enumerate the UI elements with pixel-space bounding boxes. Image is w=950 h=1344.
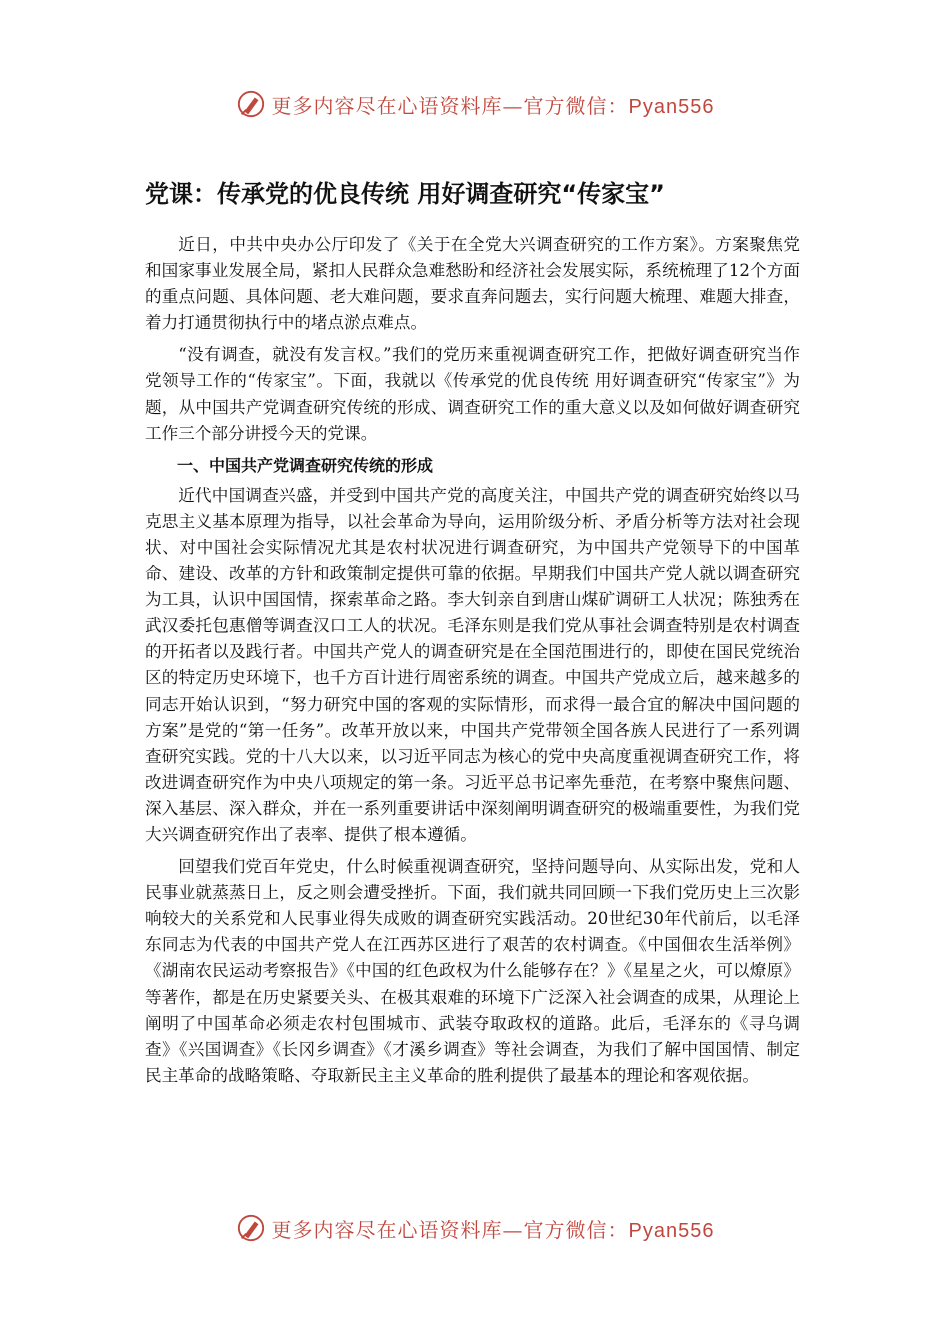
paragraph-section1-2: 回望我们党百年党史，什么时候重视调查研究，坚持问题导向、从实际出发，党和人民事业就蒸蒸日上，反之则会遭受挫折。下面，我们就共同回顾一下我们党历史上三次影响较大的关系党和人民事业得失成败的调查研究实践活动。20世纪30年代前后，以毛泽东同志为代表的中国共产党人在江西苏区进行了艰苦的农村调查。《中国佃农生活举例》《湖南农民运动考察报告》《中国的红色政权为什么能够存在？》《星星之火，可以燎原》等著作，都是在历史紧要关头、在极其艰难的环境下广泛深入社会调查的成果，从理论上阐明了中国革命必须走农村包围城市、武装夺取政权的道路。此后，毛泽东的《寻乌调查》《兴国调查》《长冈乡调查》《才溪乡调查》等社会调查，为我们了解中国国情、制定民主革命的战略策略、夺取新民主主义革命的胜利提供了最基本的理论和客观依据。 [145,857,800,1085]
document-title: 党课：传承党的优良传统 用好调查研究“传家宝” [145,180,665,208]
paragraph-intro-2: “没有调查，就没有发言权。”我们的党历来重视调查研究工作，把做好调查研究当作党领导工作的“传家宝”。下面，我就以《传承党的优良传统 用好调查研究“传家宝”》为题，从中国共产党调查研究传统的形成、调查研究工作的重大意义以及如何做好调查研究工作三个部分讲授今天的党课。 [145,345,800,443]
section-heading-1: 一、中国共产党调查研究传统的形成 [177,455,434,475]
watermark-banner-bottom [0,1210,950,1246]
paragraph-section1-1: 近代中国调查兴盛，并受到中国共产党的高度关注，中国共产党的调查研究始终以马克思主义基本原理为指导，以社会革命为导向，运用阶级分析、矛盾分析等方法对社会现状、对中国社会实际情况尤其是农村状况进行调查研究，为中国共产党领导下的中国革命、建设、改革的方针和政策制定提供可靠的依据。早期我们中国共产党人就以调查研究为工具，认识中国国情，探索革命之路。李大钊亲自到唐山煤矿调研工人状况；陈独秀在武汉委托包惠僧等调查汉口工人的状况。毛泽东则是我们党从事社会调查特别是农村调查的开拓者以及践行者。中国共产党人的调查研究是在全国范围进行的，即使在国民党统治区的特定历史环境下，也千方百计进行周密系统的调查。中国共产党成立后，越来越多的同志开始认识到，“努力研究中国的客观的实际情形，而求得一最合宜的解决中国问题的方案”是党的“第一任务”。改革开放以来，中国共产党带领全国各族人民进行了一系列调查研究实践。党的十八大以来，以习近平同志为核心的党中央高度重视调查研究工作，将改进调查研究作为中央八项规定的第一条。习近平总书记率先垂范，在考察中聚焦问题、深入基层、深入群众，并在一系列重要讲话中深刻阐明调查研究的极端重要性，为我们党大兴调查研究作出了表率、提供了根本遵循。 [145,485,800,844]
watermark-banner-top [0,86,950,122]
watermark-text: 更多内容尽在心语资料库—官方微信：Pyan556 [271,93,715,118]
pen-nib-icon [236,1213,266,1243]
watermark-text: 更多内容尽在心语资料库—官方微信：Pyan556 [271,1217,715,1242]
paragraph-intro-1: 近日，中共中央办公厅印发了《关于在全党大兴调查研究的工作方案》。方案聚焦党和国家事业发展全局，紧扣人民群众急难愁盼和经济社会发展实际，系统梳理了12个方面的重点问题、具体问题、老大难问题，要求直奔问题去，实行问题大梳理、难题大排查，着力打通贯彻执行中的堵点淤点难点。 [145,235,800,333]
pen-nib-icon [236,89,266,119]
document-body [145,232,800,1095]
